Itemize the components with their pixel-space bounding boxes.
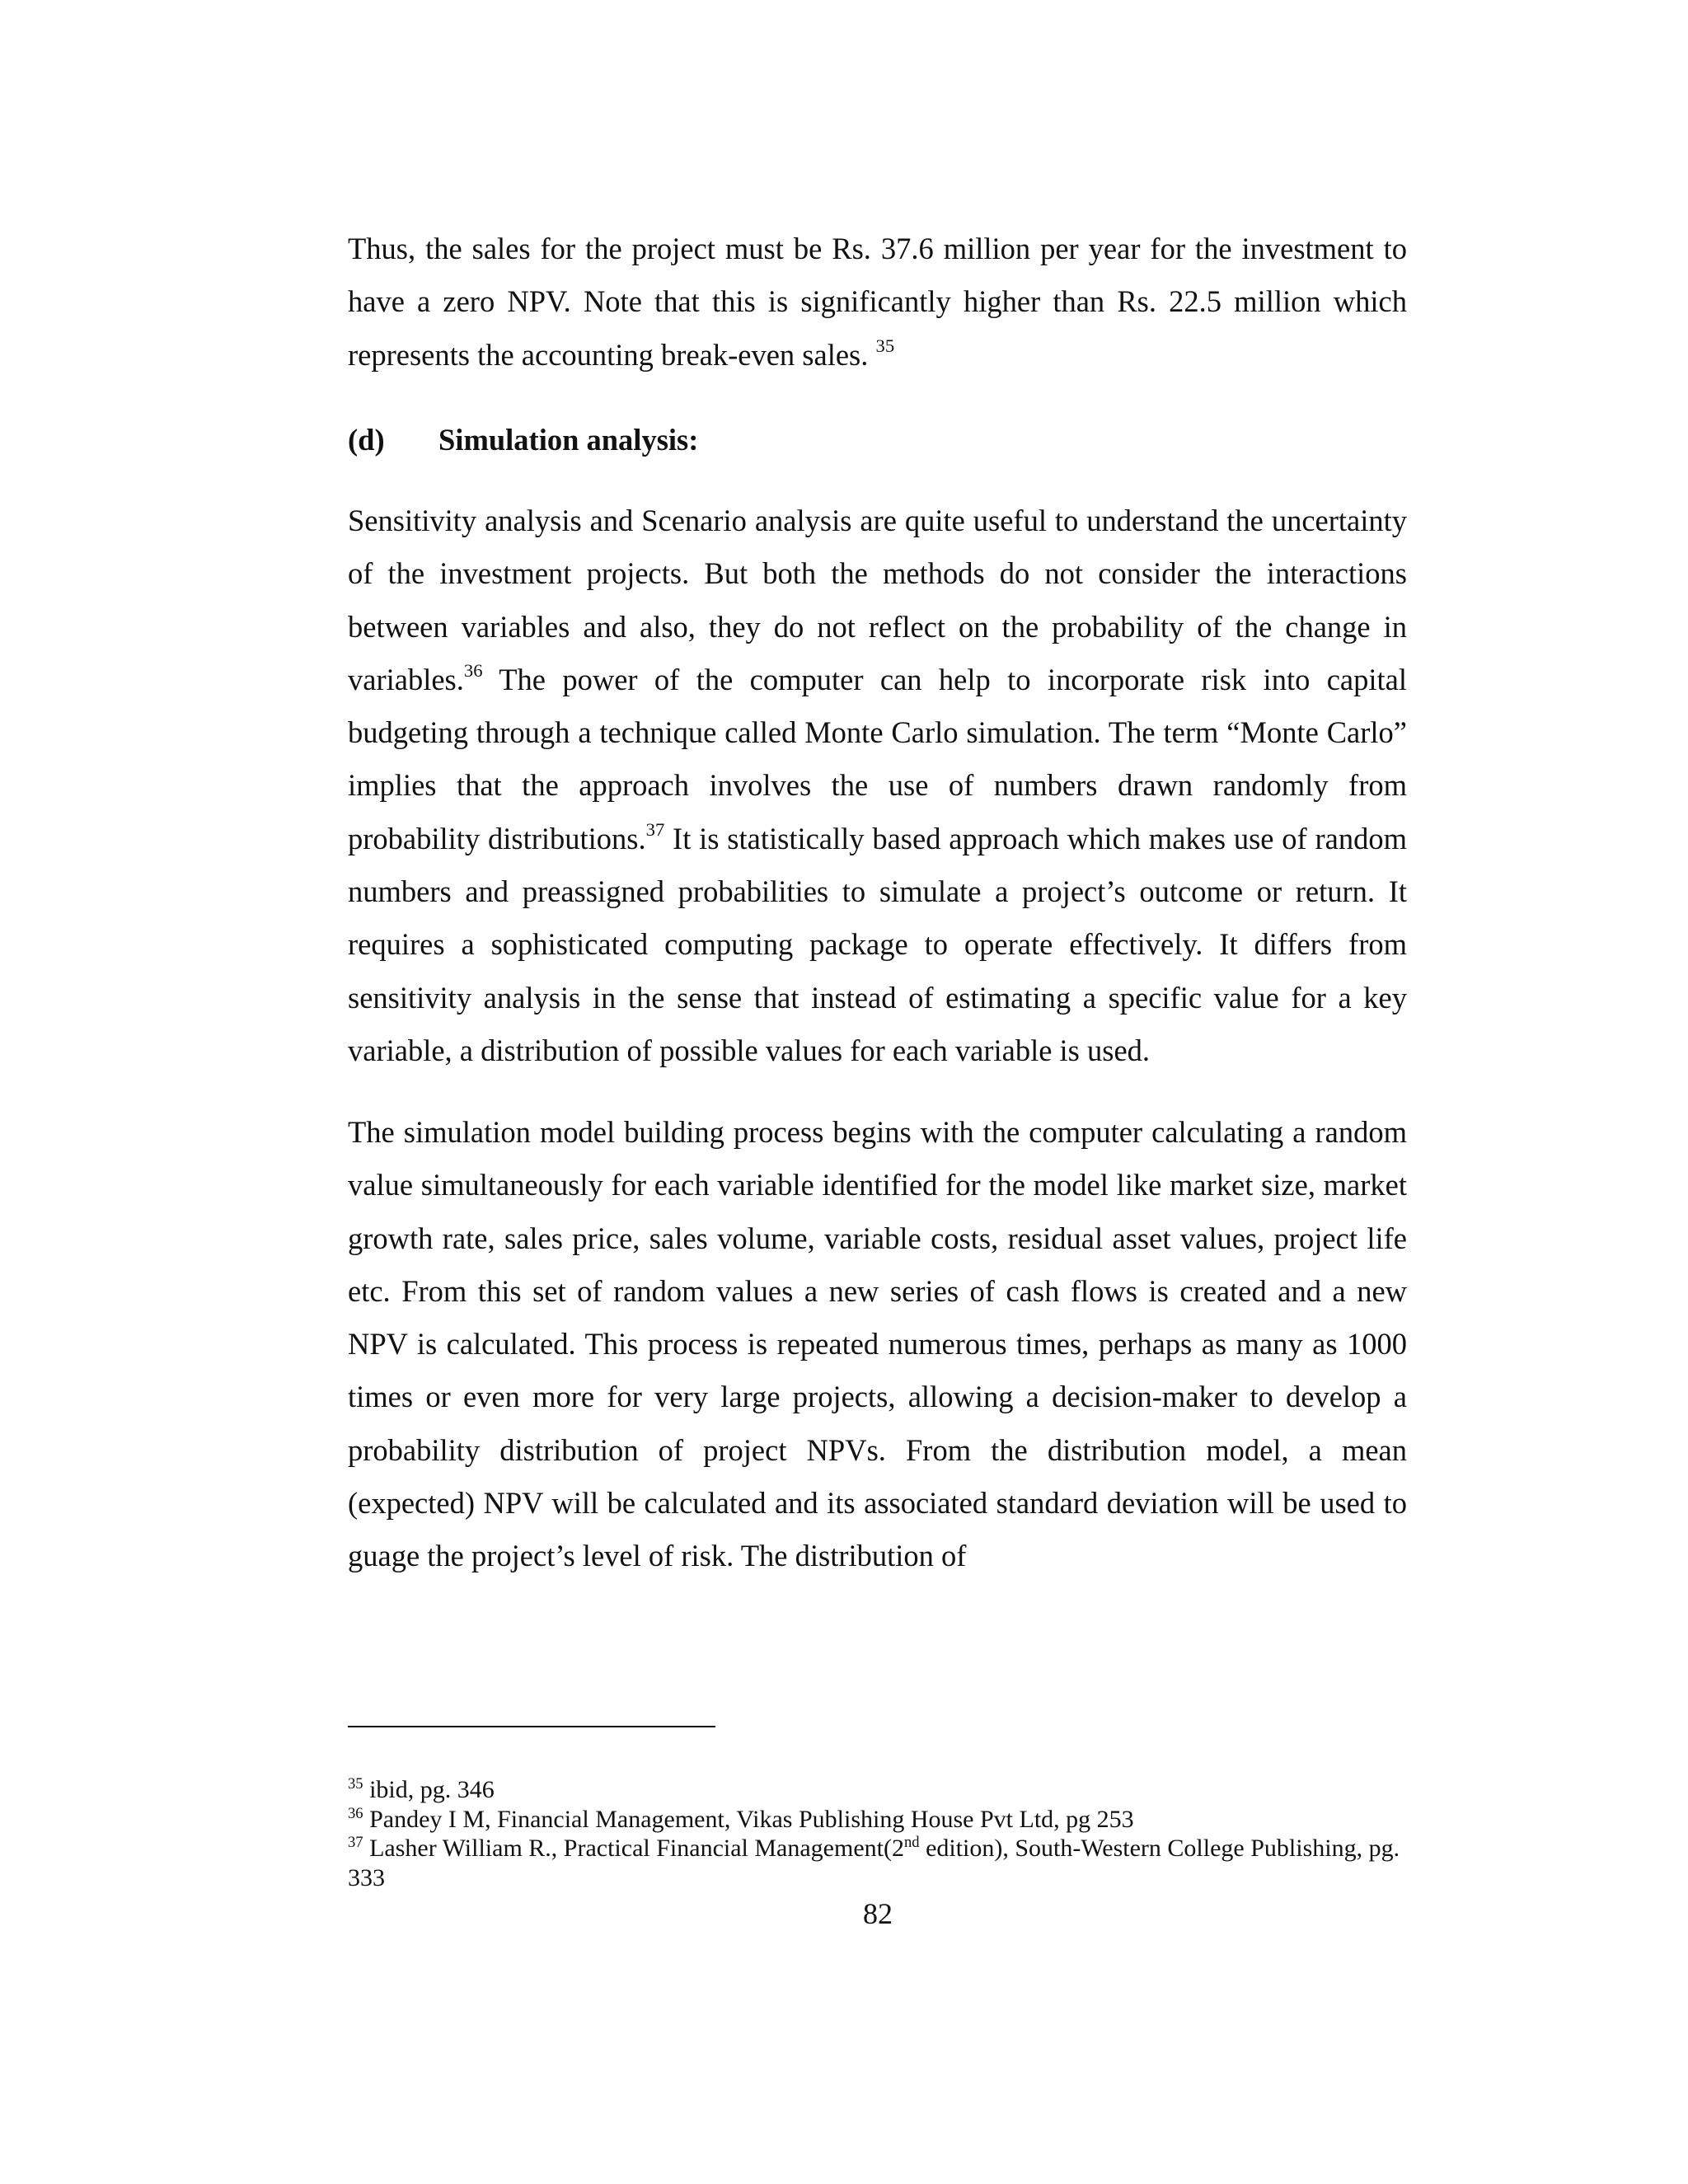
- footnote-text: Pandey I M, Financial Management, Vikas Publishing House Pvt Ltd, pg 253: [363, 1805, 1134, 1833]
- paragraph-text: Sensitivity analysis and Scenario analysis are quite useful to understand the uncertainty of the investment projects. But both the methods do not consider the interactions between variables and also, they do not reflect on the probability of the change in variables.: [348, 504, 1407, 696]
- footnote-35: [348, 1775, 1411, 1805]
- footnote-number: 37: [348, 1834, 363, 1851]
- footnote-36: [348, 1805, 1411, 1835]
- footnote-text: Lasher William R., Practical Financial Management(2: [363, 1835, 904, 1862]
- paragraph-text: It is statistically based approach which makes use of random numbers and preassigned probabilities to simulate a project’s outcome or return. It requires a sophisticated computing package to operate effectively. It differs from sensitivity analysis in the sense that instead of estimating a specific value for a key variable, a distribution of possible values for each variable is used.: [348, 821, 1407, 1067]
- footnote-separator: [348, 1726, 715, 1727]
- section-number: (d): [348, 423, 385, 457]
- footnotes: [348, 1775, 1411, 1892]
- paragraph-simulation-intro: [348, 494, 1407, 1077]
- paragraph-simulation-process: The simulation model building process begins with the computer calculating a random value simultaneously for each variable identified for the model like market size, market growth rate, sales price, sales volume, variable costs, residual asset values, project life etc. From this set of random values a new series of cash flows is created and a new NPV is calculated. This process is repeated numerous times, perhaps as many as 1000 times or even more for very large projects, allowing a decision-maker to develop a probability distribution of project NPVs. From the distribution model, a mean (expected) NPV will be calculated and its associated standard deviation will be used to guage the project’s level of risk. The distribution of: [348, 1115, 1407, 1573]
- section-heading: [348, 414, 698, 466]
- ordinal-suffix: nd: [903, 1834, 920, 1851]
- paragraph-break-even-sales: [348, 223, 1407, 382]
- footnote-37: [348, 1834, 1411, 1892]
- footnote-text: ibid, pg. 346: [363, 1776, 495, 1803]
- footnote-number: 35: [348, 1775, 363, 1793]
- paragraph-text: The power of the computer can help to incorporate risk into capital budgeting through a technique called Monte Carlo simulation. The term “Monte Carlo” implies that the approach involves the use of numbers drawn randomly from probability distributions.: [348, 662, 1407, 855]
- footnote-ref-35[interactable]: 35: [875, 335, 895, 357]
- footnote-ref-37[interactable]: 37: [645, 819, 665, 841]
- footnote-number: 36: [348, 1804, 363, 1822]
- footnote-text: edition), South-Western College Publishing, pg. 333: [348, 1835, 1400, 1891]
- page-number: 82: [863, 1897, 893, 1930]
- section-title: Simulation analysis:: [438, 423, 699, 457]
- paragraph-text: Thus, the sales for the project must be Rs. 37.6 million per year for the investment to have a zero NPV. Note that this is significantly higher than Rs. 22.5 million which represents the accounting break-even sales.: [348, 232, 1407, 372]
- footnote-ref-36[interactable]: 36: [463, 660, 483, 682]
